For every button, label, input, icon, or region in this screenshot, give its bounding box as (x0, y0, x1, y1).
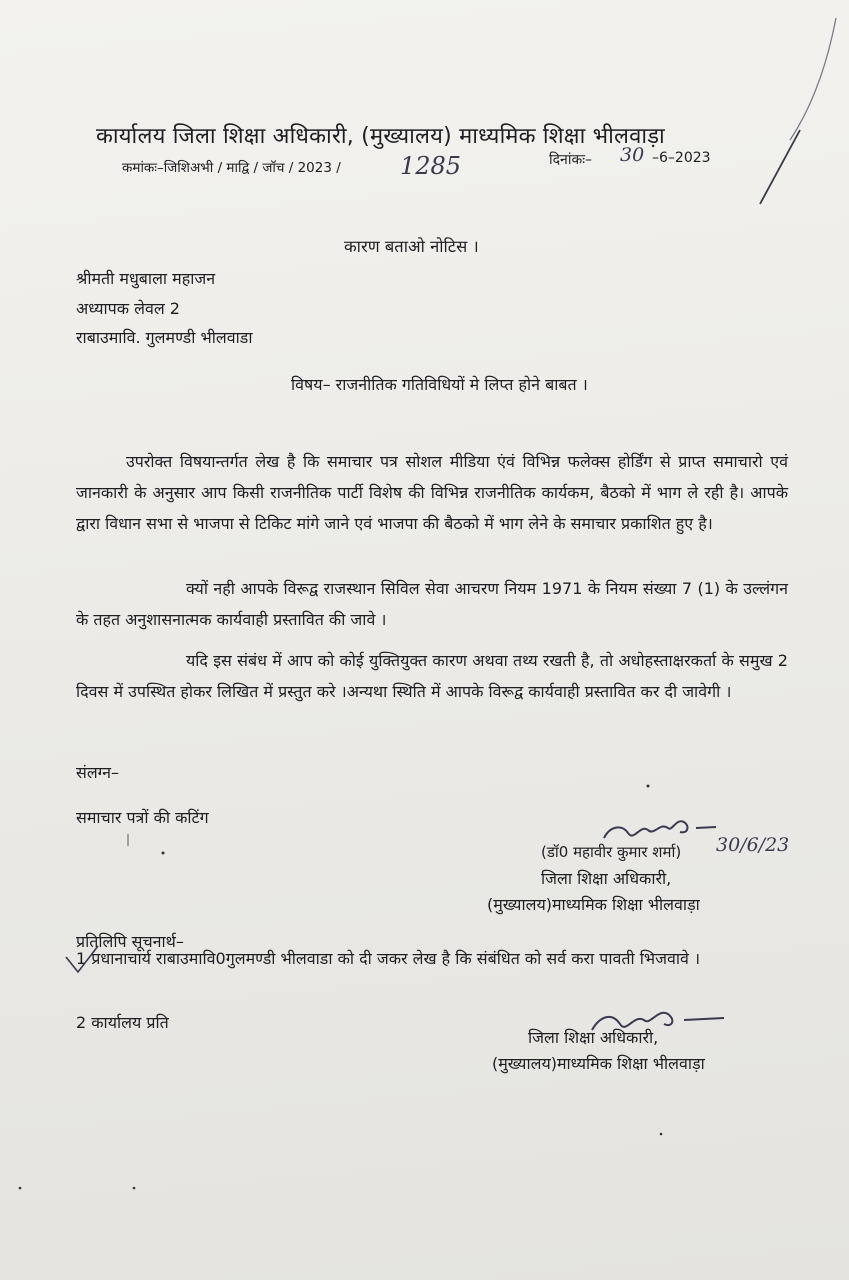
copy-to-label: प्रतिलिपि सूचनार्थ– (76, 932, 184, 951)
enclosure-label: संलग्न– (76, 763, 120, 782)
date-month-year: –6–2023 (652, 150, 711, 166)
reference-number-handwritten: 1285 (400, 152, 462, 180)
pen-tick-icon (66, 946, 98, 972)
date-label: दिनांकः– (549, 152, 593, 168)
speck-icon (660, 1133, 663, 1136)
pen-stroke-diagonal-icon (760, 130, 800, 204)
reference-number: कमांकः–जिशिअभी / माद्वि / जॉच / 2023 / (122, 160, 341, 176)
copy-to-item-2: 2 कार्यालय प्रति (76, 1013, 169, 1032)
signature-2-scribble-icon (592, 1013, 724, 1030)
office-heading: कार्यालय जिला शिक्षा अधिकारी, (मुख्यालय) माध्यमिक शिक्षा भीलवाड़ा (96, 124, 665, 149)
addressee-designation: अध्यापक लेवल 2 (76, 299, 180, 318)
signature-scribble-icon (604, 821, 716, 838)
pen-stroke-top-right-icon (790, 18, 836, 140)
speck-icon (647, 785, 650, 788)
subject-line: विषय– राजनीतिक गतिविधियों मे लिप्त होने बाबत । (291, 375, 588, 394)
body-paragraph-1: उपरोक्त विषयान्तर्गत लेख है कि समाचार पत्र सोशल मीडिया एंवं विभिन्न फलेक्स होर्डिंग से प्राप्त समाचारो एवं जानकारी के अनुसार आप किसी राजनीतिक पार्टी विशेष की विभिन्न राजनीतिक कार्यकम, बैठको में भाग ले रही है। आपके द्वारा विधान सभा से भाजपा से टिकिट मांगे जाने एवं भाजपा की बैठको में भाग लेने के समाचार प्रकाशित हुए है। (76, 452, 788, 533)
body-paragraph-2: क्यों नही आपके विरूद्व राजस्थान सिविल सेवा आचरण नियम 1971 के नियम संख्या 7 (1) के उल्लंगन के तहत अनुशासनात्मक कार्यवाही प्रस्तावित की जावे । (76, 579, 788, 629)
speck-icon (133, 1187, 136, 1190)
signatory-name: (डॉ0 महावीर कुमार शर्मा) (541, 843, 682, 861)
body-paragraph-3: यदि इस संबंध में आप को कोई युक्तियुक्त कारण अथवा तथ्य रखती है, तो अधोहस्ताक्षरकर्ता के समुख 2 दिवस में उपस्थित होकर लिखित में प्रस्तुत करे ।अन्यथा स्थिति में आपके विरूद्व कार्यवाही प्रस्तावित कर दी जावेगी । (76, 651, 788, 701)
addressee-school: राबाउमावि. गुलमण्डी भीलवाडा (76, 328, 253, 347)
speck-icon (19, 1187, 22, 1190)
signatory-office: (मुख्यालय)माध्यमिक शिक्षा भीलवाड़ा (487, 895, 700, 914)
notice-title: कारण बताओ नोटिस । (344, 237, 479, 256)
date-day-handwritten: 30 (620, 144, 645, 166)
signature-date-handwritten: 30/6/23 (716, 834, 790, 856)
signatory-2-office: (मुख्यालय)माध्यमिक शिक्षा भीलवाड़ा (492, 1054, 705, 1073)
addressee-name: श्रीमती मधुबाला महाजन (76, 269, 216, 288)
signatory-title: जिला शिक्षा अधिकारी, (541, 869, 672, 888)
signatory-2-title: जिला शिक्षा अधिकारी, (528, 1028, 659, 1047)
enclosure-item: समाचार पत्रों की कटिंग (76, 808, 209, 827)
copy-to-item-1: 1 प्रधानाचार्य राबाउमावि0गुलमण्डी भीलवाडा को दी जकर लेख है कि संबंधित को सर्व करा पावती भिजवावे । (76, 949, 701, 968)
speck-icon (162, 852, 165, 855)
